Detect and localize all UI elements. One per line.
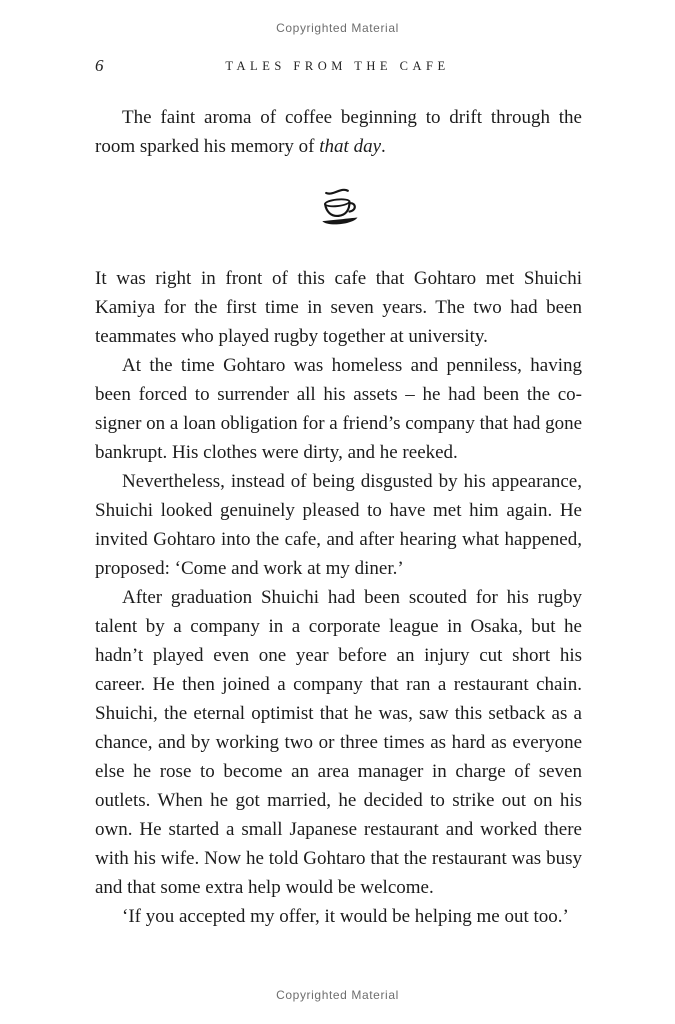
- paragraph: After graduation Shuichi had been scouted for his rugby talent by a company in a corporate league in Osaka, but he hadn’t played even one year before an injury cut short his career. He then joined a company that ran a restaurant chain. Shuichi, the eternal optimist that he was, saw this setback as a chance, and by working two or three times as hard as everyone else he rose to become an area manager in charge of seven outlets. When he got married, he decided to strike out on his own. He started a small Japanese restaurant and worked there with his wife. Now he told Gohtaro that the restaurant was busy and that some extra help would be welcome.: [95, 587, 582, 898]
- paragraph: It was right in front of this cafe that Gohtaro met Shuichi Kamiya for the first time in seven years. The two had been teammates who played rugby together at university.: [95, 268, 582, 347]
- paragraph: At the time Gohtaro was homeless and penniless, having been forced to surrender all his assets – he had been the co-signer on a loan obligation for a friend’s company that had gone bankrupt. His clothes were dirty, and he reeked.: [95, 355, 583, 463]
- copyright-notice-bottom: Copyrighted Material: [276, 988, 399, 1002]
- paragraph-opening: [95, 103, 582, 161]
- paragraph: Nevertheless, instead of being disgusted by his appearance, Shuichi looked genuinely pleased to have met him again. He invited Gohtaro into the cafe, and after hearing what happened, proposed: ‘Come and work at my diner.’: [95, 471, 582, 579]
- coffee-cup-icon: [310, 185, 368, 233]
- opening-text: The faint aroma of coffee beginning to drift through the room sparked his memory of: [95, 107, 582, 157]
- paragraph: ‘If you accepted my offer, it would be helping me out too.’: [122, 906, 569, 927]
- opening-period: .: [381, 136, 386, 157]
- running-title: TALES FROM THE CAFE: [225, 59, 450, 73]
- body-text: [95, 103, 582, 931]
- page-header: [95, 56, 580, 76]
- scene-break-ornament: [95, 161, 582, 264]
- opening-italic-phrase: that day: [319, 136, 382, 157]
- copyright-notice-top: Copyrighted Material: [276, 21, 399, 35]
- page-number: 6: [95, 56, 104, 75]
